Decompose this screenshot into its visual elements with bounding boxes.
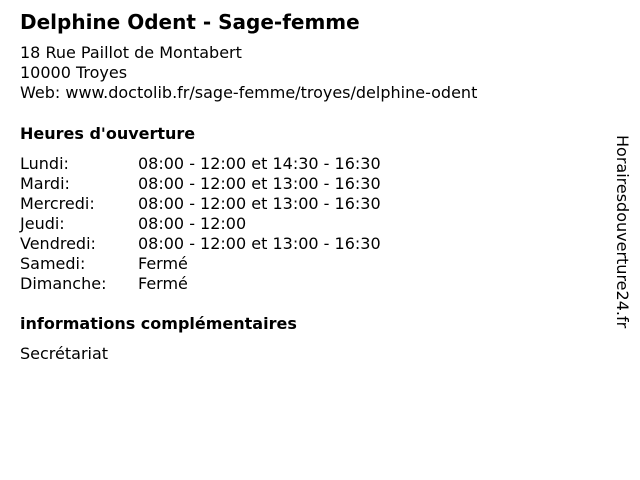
day-label: Jeudi: [20,214,65,233]
time-value: Fermé [138,254,188,273]
day-label: Dimanche: [20,274,107,293]
additional-info-text: Secrétariat [20,344,109,363]
address-city: 10000 Troyes [20,63,128,82]
day-label: Vendredi: [20,234,96,253]
address-street: 18 Rue Paillot de Montabert [20,43,242,62]
time-value: 08:00 - 12:00 et 14:30 - 16:30 [138,154,381,173]
opening-hours-heading: Heures d'ouverture [20,124,196,143]
day-label: Samedi: [20,254,86,273]
time-value: 08:00 - 12:00 [138,214,247,233]
time-value: 08:00 - 12:00 et 13:00 - 16:30 [138,194,381,213]
address-block [20,43,477,103]
website-text: Web: www.doctolib.fr/sage-femme/troyes/delphine-odent [20,83,478,102]
day-label: Mardi: [20,174,70,193]
time-value: 08:00 - 12:00 et 13:00 - 16:30 [138,234,381,253]
day-label: Mercredi: [20,194,95,213]
site-watermark: Horairesdouverture24.fr [613,135,632,329]
page-title: Delphine Odent - Sage-femme [20,10,360,34]
day-label: Lundi: [20,154,69,173]
additional-info-heading: informations complémentaires [20,314,297,333]
time-value: Fermé [138,274,188,293]
time-value: 08:00 - 12:00 et 13:00 - 16:30 [138,174,381,193]
